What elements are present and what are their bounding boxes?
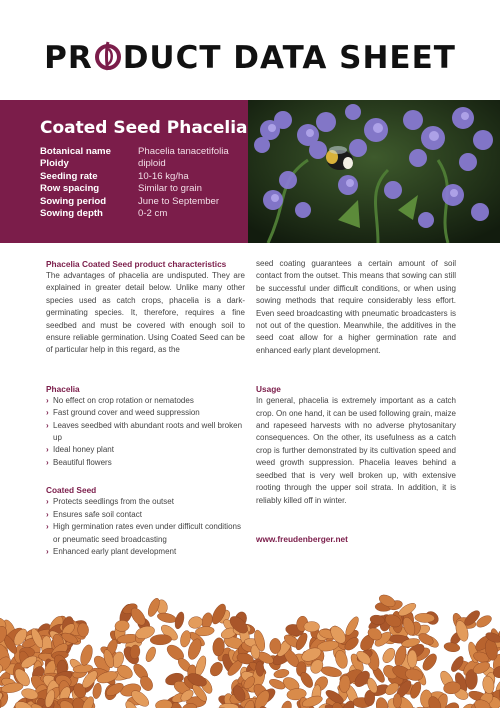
list-item: › Enhanced early plant development (46, 546, 245, 558)
spec-value: 0-2 cm (138, 208, 168, 220)
hero-banner (0, 100, 500, 243)
coated-seeds-photo (0, 590, 500, 708)
spec-row (40, 158, 240, 170)
spacer (256, 357, 456, 372)
seeds-illustration (0, 590, 500, 708)
characteristics-text-right: seed coating guarantees a certain amount of soil contact from the outset. This means that sowing can still be successful under difficult conditions, or when using sowing methods that require considerably less effort. Even seed broadcasting with pneumatic broadcasters is not out of the question. Meanwhile, the additives in the seed coat allow for a higher germination rate and enhanced early plant development. (256, 259, 456, 355)
title-wrap (0, 40, 500, 76)
seed (208, 660, 225, 678)
spec-label: Botanical name (40, 146, 111, 157)
seed (443, 642, 460, 653)
spacer (46, 357, 245, 372)
brand-o-logo-icon (94, 41, 122, 71)
phacelia-list (46, 395, 245, 469)
spec-value: diploid (138, 158, 166, 170)
spec-label: Sowing depth (40, 208, 103, 220)
spec-value: 10-16 kg/ha (138, 170, 189, 182)
spec-value: June to September (138, 195, 220, 207)
spacer (46, 372, 245, 383)
characteristics-text-left: The advantages of phacelia are undisputed. They are explained in greater detail below. Unlike many other species used as catch crops, phacelia is a dark-germinating species. It, therefore, requires a fine seedbed and must be covered with enough soil to ensure reliable germination. Using Coated Seed can be of particular help in this regard, as the (46, 271, 245, 355)
spec-table (40, 146, 240, 220)
seed (320, 665, 342, 678)
phacelia-heading: Phacelia (46, 383, 80, 394)
list-item: › Fast ground cover and weed suppression (46, 407, 245, 419)
seed (393, 694, 401, 708)
right-column (256, 258, 456, 545)
usage-heading: Usage (256, 384, 281, 395)
seed (304, 622, 320, 632)
list-item: › No effect on crop rotation or nematodes (46, 395, 245, 407)
spacer (256, 507, 456, 522)
phacelia-flower-photo (248, 100, 500, 243)
title-part-1: PR (44, 40, 93, 76)
spacer (46, 469, 245, 484)
usage-text: In general, phacelia is extremely important as a catch crop. On one hand, it can be used following grain, maize and rapeseed harvests with no adverse phytosanitary consequences. On the other, its usefulness as a catch crop is further demonstrated by its cultivation speed and weed growth suppression. Phacelia leaves behind a seedbed that is very well broken up, with extensive rooting through the upper soil strata. In addition, it is reliably killed off in winter. (256, 396, 456, 505)
spec-label: Sowing period (40, 195, 107, 207)
spec-value: Phacelia tanacetifolia (138, 146, 229, 157)
spec-row (40, 183, 240, 195)
spec-value: Similar to grain (138, 183, 202, 195)
seed (280, 700, 294, 708)
spacer (256, 522, 456, 533)
seed (408, 650, 418, 668)
spacer (256, 372, 456, 383)
seed (144, 646, 158, 664)
seed (270, 638, 281, 653)
page-title (0, 40, 500, 76)
list-item: › Ensures safe soil contact (46, 509, 245, 521)
seed (78, 643, 94, 666)
website-link[interactable]: www.freudenberger.net (256, 533, 348, 544)
page-header (0, 0, 500, 100)
coated-seed-list (46, 496, 245, 558)
list-item: › Beautiful flowers (46, 457, 245, 469)
seed (380, 646, 397, 665)
flower-photo-illustration (248, 100, 500, 243)
product-info-panel (0, 100, 248, 243)
spec-label: Seeding rate (40, 170, 98, 182)
list-item: › Ideal honey plant (46, 444, 245, 456)
list-item: › High germination rates even under difficult conditions or pneumatic seed broadcasting (46, 521, 245, 546)
left-column (46, 258, 245, 558)
spec-row (40, 208, 240, 220)
coated-seed-heading: Coated Seed (46, 485, 97, 496)
seed (150, 634, 172, 645)
spec-row (40, 196, 240, 208)
product-name: Coated Seed Phacelia (40, 118, 248, 138)
characteristics-heading: Phacelia Coated Seed product characteristics (46, 259, 227, 269)
spec-row (40, 171, 240, 183)
seed (173, 611, 185, 630)
seed (375, 697, 390, 708)
spec-row (40, 146, 240, 158)
spec-label: Row spacing (40, 183, 100, 195)
list-item: › Leaves seedbed with abundant roots and well broken up (46, 420, 245, 445)
title-part-2: DUCT DATA SHEET (122, 40, 456, 76)
list-item: › Protects seedlings from the outset (46, 496, 245, 508)
spec-label: Ploidy (40, 158, 69, 170)
